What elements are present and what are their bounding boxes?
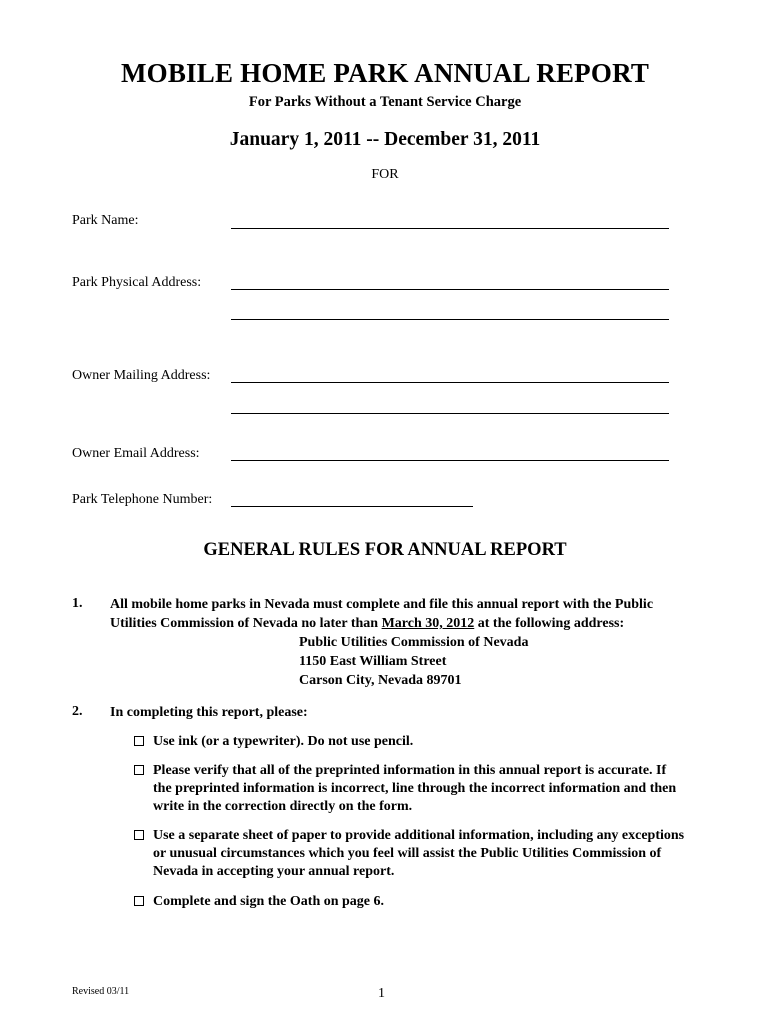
revision-note: Revised 03/11 [72,986,130,997]
park-name-field[interactable] [231,228,669,229]
park-name-label: Park Name: [72,213,139,228]
park-address-field-line2[interactable] [231,319,669,320]
owner-email-field[interactable] [231,460,669,461]
bullet-text: Use a separate sheet of paper to provide additional information, including any exceptions or unusual circumstances which you feel will assist the Public Utilities Commission of Nevada in accepting your annual report. [153,828,685,879]
bullet-item [134,762,683,816]
checkbox-icon[interactable] [134,736,144,746]
commission-address [299,633,528,690]
deadline-date: March 30, 2012 [381,616,475,631]
owner-mailing-label: Owner Mailing Address: [72,368,211,383]
rule-1-line1: All mobile home parks in Nevada must complete and file this annual report with the Public [110,597,654,612]
owner-email-label: Owner Email Address: [72,446,200,461]
checkbox-icon[interactable] [134,830,144,840]
park-address-field-line1[interactable] [231,289,669,290]
page-number: 1 [378,986,385,1001]
rule-1-line2-before: Utilities Commission of Nevada no later than [110,616,382,631]
rule-1-text [110,595,653,633]
owner-mailing-field-line2[interactable] [231,413,669,414]
document-title: MOBILE HOME PARK ANNUAL REPORT [120,58,650,88]
checkbox-icon[interactable] [134,896,144,906]
address-line-2: 1150 East William Street [299,654,447,669]
document-subtitle: For Parks Without a Tenant Service Charge [248,94,522,110]
park-address-label: Park Physical Address: [72,275,202,290]
address-line-1: Public Utilities Commission of Nevada [299,635,529,650]
rule-1-line2 [110,614,653,633]
bullet-item [134,733,693,751]
checkbox-icon[interactable] [134,765,144,775]
bullet-text: Please verify that all of the preprinted information in this annual report is accurate. If the preprinted information is incorrect, line through the incorrect information and then write in the correction directly on the form. [153,763,677,814]
rules-heading: GENERAL RULES FOR ANNUAL REPORT [203,540,567,560]
rule-1-line2-after: at the following address: [474,616,625,631]
park-phone-field[interactable] [231,506,473,507]
rule-2-number: 2. [72,704,83,719]
bullet-text: Use ink (or a typewriter). Do not use pencil. [153,734,414,749]
park-phone-label: Park Telephone Number: [72,492,213,507]
for-label: FOR [371,167,399,182]
rule-1-number: 1. [72,596,83,611]
owner-mailing-field-line1[interactable] [231,382,669,383]
bullet-item [134,893,693,911]
bullet-text: Complete and sign the Oath on page 6. [153,894,385,909]
bullet-item [134,827,698,881]
report-period: January 1, 2011 -- December 31, 2011 [229,129,541,150]
rule-2-intro: In completing this report, please: [110,705,308,720]
address-line-3: Carson City, Nevada 89701 [299,673,462,688]
